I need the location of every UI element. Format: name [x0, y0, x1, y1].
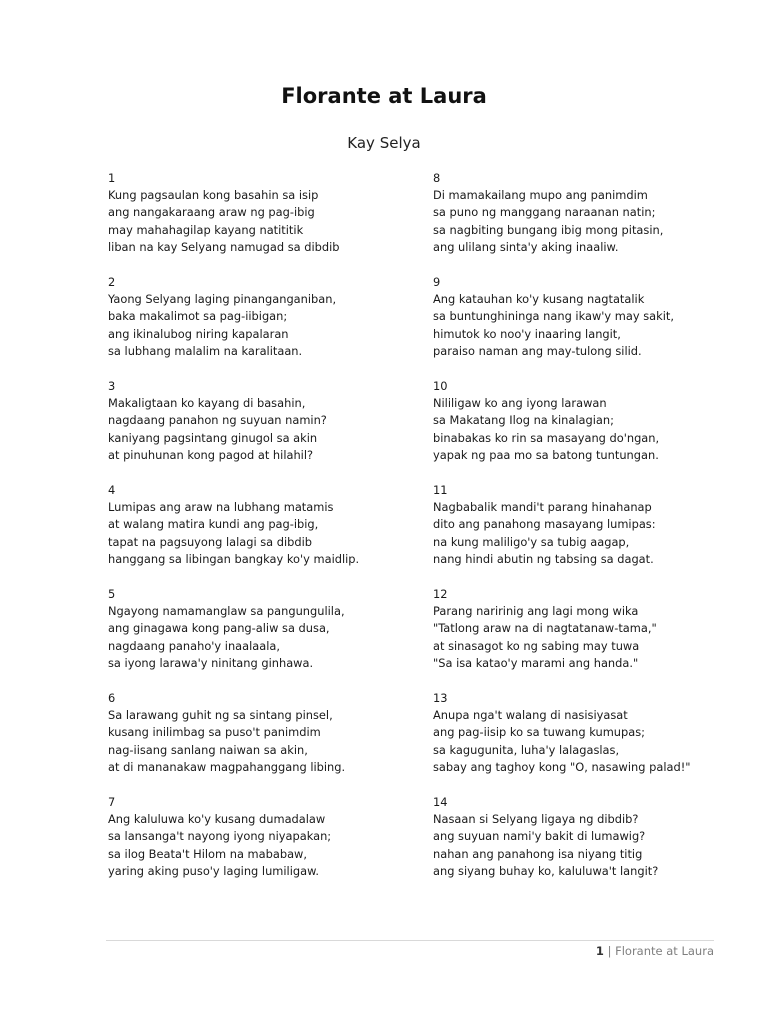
stanza-number: 9	[433, 275, 441, 289]
stanza-line: Makaligtaan ko kayang di basahin,	[108, 396, 306, 411]
stanza-line: sa iyong larawa'y ninitang ginhawa.	[108, 655, 314, 670]
stanza-line: nag-iisang sanlang naiwan sa akin,	[108, 742, 308, 757]
stanza-line: at sinasagot ko ng sabing may tuwa	[433, 638, 640, 653]
stanza-number: 1	[108, 171, 116, 185]
stanza-number: 5	[108, 587, 116, 601]
stanza-line: sa lansanga't nayong iyong niyapakan;	[108, 829, 332, 844]
stanza-line: sa ilog Beata't Hilom na mababaw,	[108, 846, 307, 861]
stanza	[433, 378, 733, 482]
stanza-number: 13	[433, 691, 448, 705]
stanza-number: 4	[108, 483, 116, 497]
stanza	[108, 170, 408, 274]
stanza-line: Yaong Selyang laging pinanganganiban,	[108, 292, 337, 307]
stanza-line: "Tatlong araw na di nagtatanaw-tama,"	[433, 621, 657, 636]
stanza-line: yaring aking puso'y laging lumiligaw.	[108, 863, 319, 878]
stanza	[108, 586, 408, 690]
stanza-line: Anupa nga't walang di nasisiyasat	[433, 708, 628, 723]
footer-separator: |	[607, 944, 612, 958]
stanza-line: at walang matira kundi ang pag-ibig,	[108, 517, 319, 532]
stanza-number: 7	[108, 795, 116, 809]
stanza	[433, 794, 733, 898]
stanza-number: 11	[433, 483, 448, 497]
stanza-line: himutok ko noo'y inaaring langit,	[433, 326, 621, 341]
stanza-line: sa lubhang malalim na karalitaan.	[108, 343, 303, 358]
stanza-line: ang nangakaraang araw ng pag-ibig	[108, 205, 315, 220]
stanza-line: na kung maliligo'y sa tubig aagap,	[433, 534, 630, 549]
stanza	[433, 274, 733, 378]
stanza	[433, 170, 733, 274]
stanza-line: Ang katauhan ko'y kusang nagtatalik	[433, 292, 645, 307]
stanza-line: at di mananakaw magpahanggang libing.	[108, 759, 346, 774]
stanza-line: kaniyang pagsintang ginugol sa akin	[108, 430, 318, 445]
stanza-line: may mahahagilap kayang natititik	[108, 222, 304, 237]
stanza	[108, 482, 408, 586]
stanza-number: 8	[433, 171, 441, 185]
stanza	[108, 794, 408, 898]
footer-running-title: Florante at Laura	[615, 944, 714, 958]
stanza-line: ang ikinalubog niring kapalaran	[108, 326, 289, 341]
stanza-line: sa nagbiting bungang ibig mong pitasin,	[433, 222, 664, 237]
stanza-line: at pinuhunan kong pagod at hilahil?	[108, 447, 314, 462]
stanza-line: sa buntunghininga nang ikaw'y may sakit,	[433, 309, 674, 324]
page-number: 1	[595, 944, 604, 958]
stanza-line: Nililigaw ko ang iyong larawan	[433, 396, 607, 411]
stanza-line: ang suyuan nami'y bakit di lumawig?	[433, 829, 646, 844]
stanza-line: "Sa isa katao'y marami ang handa."	[433, 655, 639, 670]
stanza-line: nang hindi abutin ng tabsing sa dagat.	[433, 551, 654, 566]
stanza-line: Sa larawang guhit ng sa sintang pinsel,	[108, 708, 333, 723]
stanza	[433, 482, 733, 586]
stanza-line: sa Makatang Ilog na kinalagian;	[433, 413, 614, 428]
stanza-number: 2	[108, 275, 116, 289]
stanza-number: 6	[108, 691, 116, 705]
stanza-line: sabay ang taghoy kong "O, nasawing palad!"	[433, 759, 691, 774]
stanza-line: ang siyang buhay ko, kaluluwa't langit?	[433, 863, 659, 878]
dedication-subtitle: Kay Selya	[347, 134, 421, 152]
stanza-line: ang ulilang sinta'y aking inaaliw.	[433, 239, 619, 254]
stanza	[108, 274, 408, 378]
stanza-line: Lumipas ang araw na lubhang matamis	[108, 500, 334, 515]
stanza-line: Nagbabalik mandi't parang hinahanap	[433, 500, 652, 515]
stanza-line: nahan ang panahong isa niyang titig	[433, 846, 643, 861]
stanza-number: 12	[433, 587, 448, 601]
stanza-number: 14	[433, 795, 448, 809]
footer-divider	[106, 940, 714, 941]
stanza-line: hanggang sa libingan bangkay ko'y maidlip.	[108, 551, 360, 566]
stanza	[433, 690, 733, 794]
stanza-line: Kung pagsaulan kong basahin sa isip	[108, 188, 319, 203]
stanza-line: nagdaang panahon ng suyuan namin?	[108, 413, 327, 428]
stanza-line: Ngayong namamanglaw sa pangungulila,	[108, 604, 345, 619]
stanza-line: ang pag-iisip ko sa tuwang kumupas;	[433, 725, 646, 740]
stanza-line: dito ang panahong masayang lumipas:	[433, 517, 656, 532]
stanza-line: ang ginagawa kong pang-aliw sa dusa,	[108, 621, 330, 636]
stanza-line: Ang kaluluwa ko'y kusang dumadalaw	[108, 812, 326, 827]
stanza-line: kusang inilimbag sa puso't panimdim	[108, 725, 321, 740]
stanza	[433, 586, 733, 690]
stanza-line: liban na kay Selyang namugad sa dibdib	[108, 239, 340, 254]
stanza-line: sa kagugunita, luha'y lalagaslas,	[433, 742, 620, 757]
stanza-line: yapak ng paa mo sa batong tuntungan.	[433, 447, 659, 462]
stanza-line: Nasaan si Selyang ligaya ng dibdib?	[433, 812, 639, 827]
stanza-number: 3	[108, 379, 116, 393]
page-footer	[596, 944, 714, 958]
stanza-line: Parang naririnig ang lagi mong wika	[433, 604, 639, 619]
stanza-line: binabakas ko rin sa masayang do'ngan,	[433, 430, 660, 445]
page-title: Florante at Laura	[281, 84, 487, 108]
stanza-column-left	[108, 170, 408, 898]
stanza-column-right	[433, 170, 733, 898]
stanza-line: baka makalimot sa pag-iibigan;	[108, 309, 288, 324]
stanza-number: 10	[433, 379, 448, 393]
stanza	[108, 378, 408, 482]
stanza-line: paraiso naman ang may-tulong silid.	[433, 343, 642, 358]
stanza	[108, 690, 408, 794]
stanza-line: nagdaang panaho'y inaalaala,	[108, 638, 281, 653]
stanza-line: Di mamakailang mupo ang panimdim	[433, 188, 648, 203]
stanza-line: sa puno ng manggang naraanan natin;	[433, 205, 656, 220]
stanza-line: tapat na pagsuyong lalagi sa dibdib	[108, 534, 313, 549]
